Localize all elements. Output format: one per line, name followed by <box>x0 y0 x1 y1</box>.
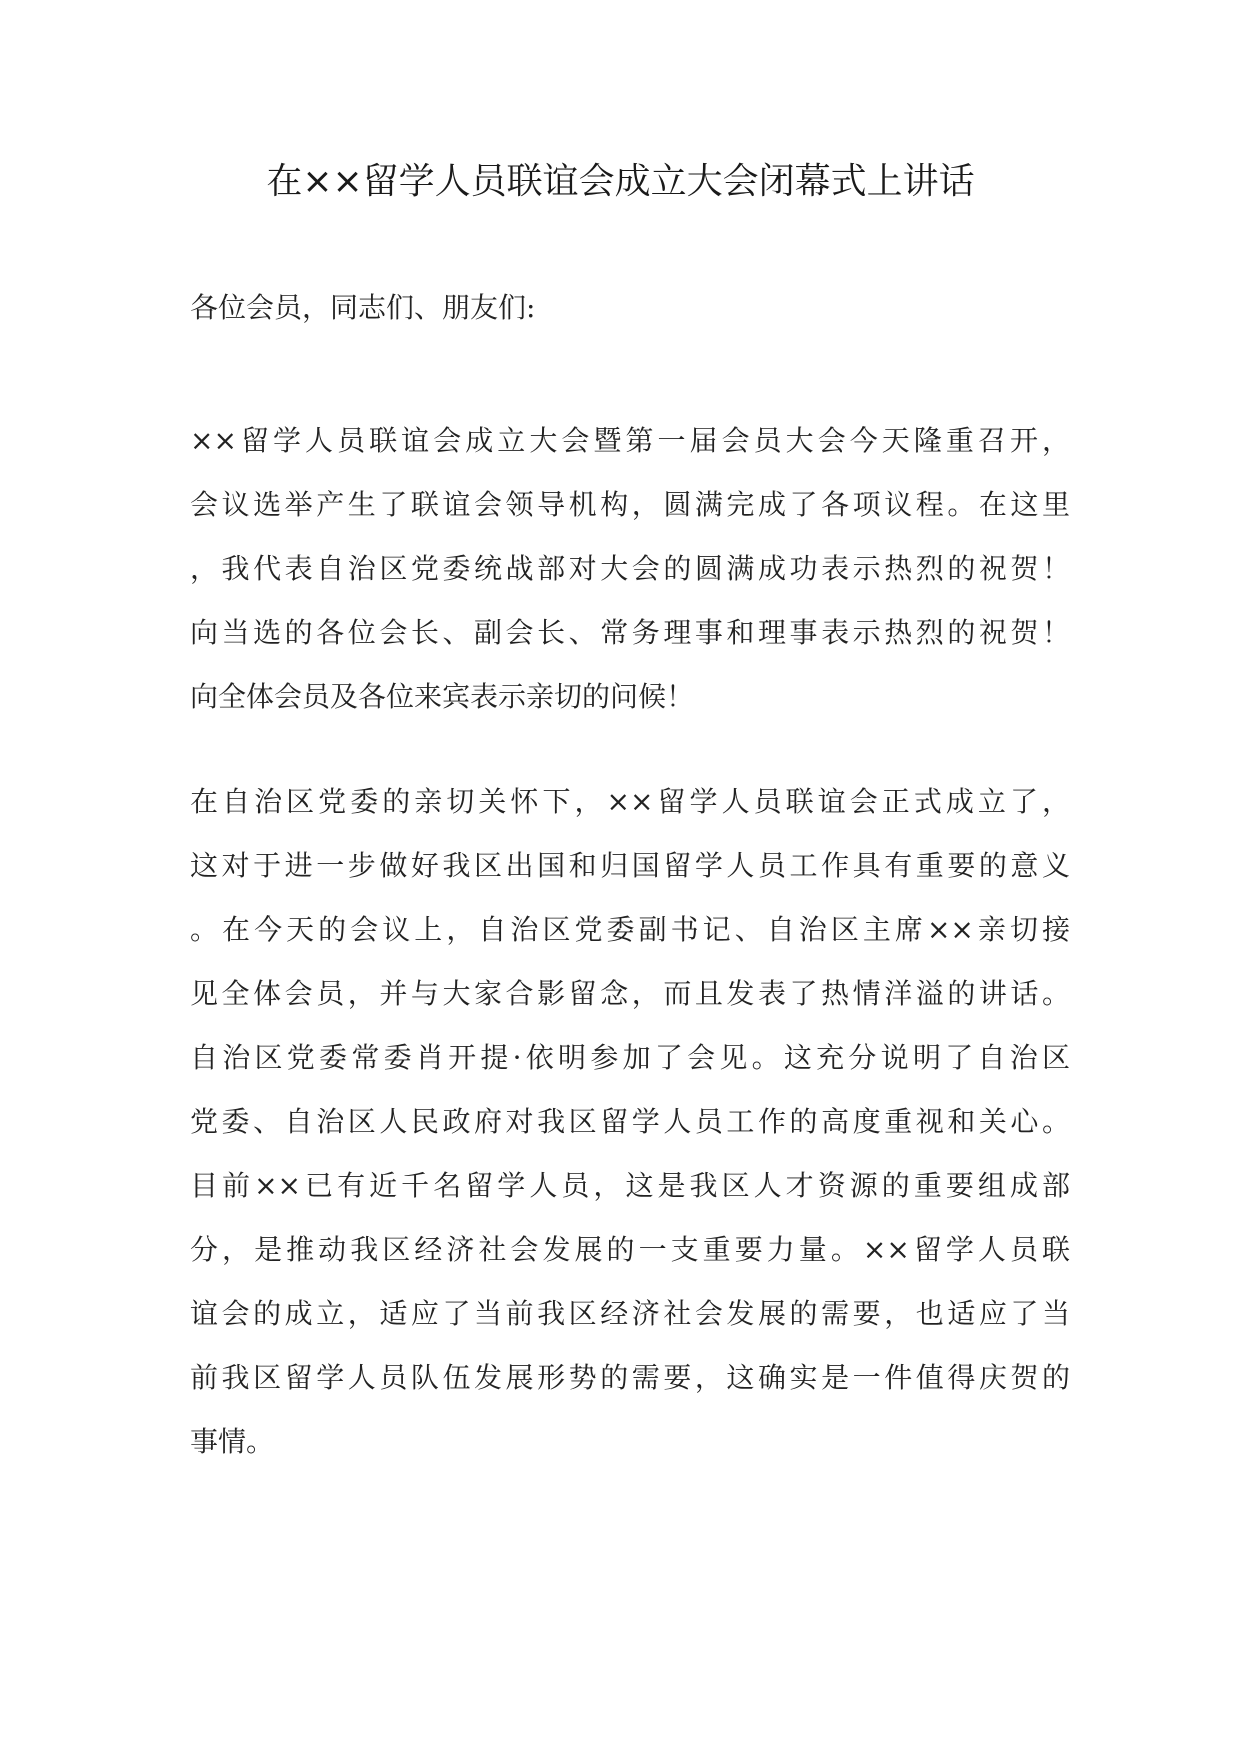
paragraph-line: ，我代表自治区党委统战部对大会的圆满成功表示热烈的祝贺！ <box>190 552 1070 585</box>
salutation: 各位会员，同志们、朋友们: <box>190 291 536 324</box>
paragraph-line: 。在今天的会议上，自治区党委副书记、自治区主席××亲切接 <box>190 913 1070 946</box>
paragraph-line: 向当选的各位会长、副会长、常务理事和理事表示热烈的祝贺！ <box>190 616 1070 649</box>
paragraph-line: 前我区留学人员队伍发展形势的需要，这确实是一件值得庆贺的 <box>190 1361 1070 1394</box>
paragraph-line: 见全体会员，并与大家合影留念，而且发表了热情洋溢的讲话。 <box>190 977 1070 1010</box>
paragraph <box>190 782 1070 1486</box>
paragraph-line: 事情。 <box>190 1425 275 1458</box>
paragraph-line: 会议选举产生了联谊会领导机构，圆满完成了各项议程。在这里 <box>190 488 1070 521</box>
paragraph-line: 谊会的成立，适应了当前我区经济社会发展的需要，也适应了当 <box>190 1297 1070 1330</box>
paragraph-line: 分，是推动我区经济社会发展的一支重要力量。××留学人员联 <box>190 1233 1070 1266</box>
paragraph-line: 这对于进一步做好我区出国和归国留学人员工作具有重要的意义 <box>190 849 1070 882</box>
paragraph-line: 目前××已有近千名留学人员，这是我区人才资源的重要组成部 <box>190 1169 1070 1202</box>
paragraph-line: 向全体会员及各位来宾表示亲切的问候！ <box>190 680 695 713</box>
paragraph-line: ××留学人员联谊会成立大会暨第一届会员大会今天隆重召开， <box>190 424 1070 457</box>
paragraph-line: 在自治区党委的亲切关怀下，××留学人员联谊会正式成立了， <box>190 785 1070 818</box>
paragraph-line: 自治区党委常委肖开提·依明参加了会见。这充分说明了自治区 <box>190 1041 1070 1074</box>
paragraph <box>190 421 1070 741</box>
paragraph-line: 党委、自治区人民政府对我区留学人员工作的高度重视和关心。 <box>190 1105 1070 1138</box>
document-title: 在××留学人员联谊会成立大会闭幕式上讲话 <box>266 161 975 202</box>
